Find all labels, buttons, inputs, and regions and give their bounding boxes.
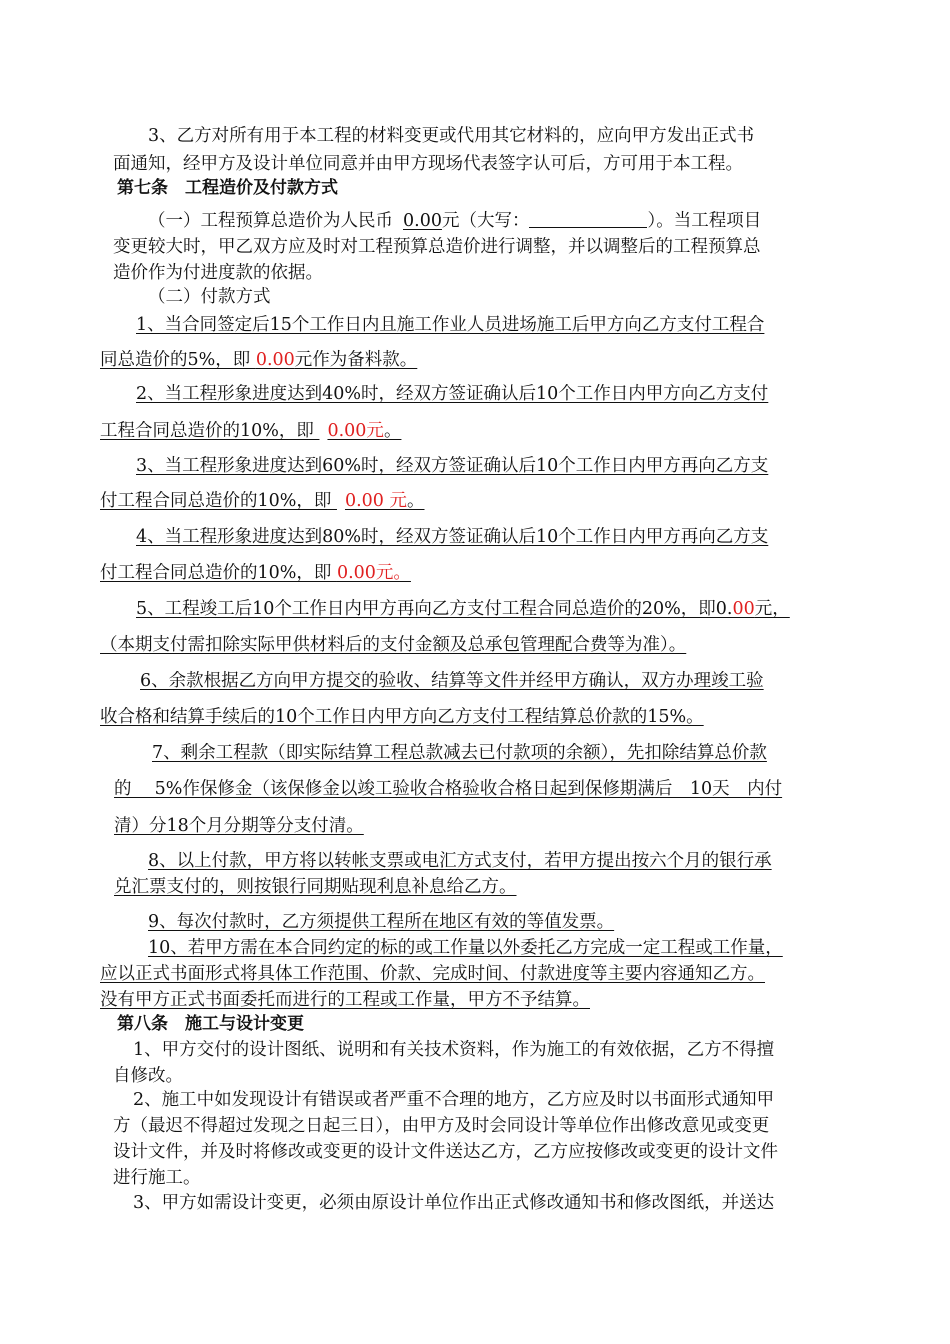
budget-prefix: （一）工程预算总造价为人民币 — [148, 211, 393, 231]
item-1-amount: 0.00 — [255, 350, 295, 370]
budget-line-2: 变更较大时，甲乙双方应及时对工程预算总造价进行调整，并以调整后的工程预算总 — [113, 237, 761, 257]
item-7-line-3: 清）分18个月分期等分支付清。 — [114, 816, 364, 836]
article-8-clause-2-line-1: 2、施工中如发现设计有错误或者严重不合理的地方，乙方应及时以书面形式通知甲 — [133, 1090, 775, 1110]
article-8-heading: 第八条 施工与设计变更 — [117, 1014, 304, 1034]
item-6-line-2: 收合格和结算手续后的10个工作日内甲方向乙方支付工程结算总价款的15%。 — [100, 707, 704, 727]
clause-3-line-2: 面通知，经甲方及设计单位同意并由甲方现场代表签字认可后，方可用于本工程。 — [113, 154, 743, 174]
item-8-line-1: 8、以上付款，甲方将以转帐支票或电汇方式支付，若甲方提出按六个月的银行承 — [148, 851, 772, 871]
item-3-amount: 0.00 元 — [344, 491, 407, 511]
item-4-line-1: 4、当工程形象进度达到80%时，经双方签证确认后10个工作日内甲方再向乙方支 — [136, 527, 769, 547]
item-7-line-2: 的 5%作保修金（该保修金以竣工验收合格验收合格日起到保修期满后 10天 内付 — [114, 779, 783, 799]
item-10-line-2: 应以正式书面形式将具体工作范围、价款、完成时间、付款进度等主要内容通知乙方。 — [100, 964, 765, 984]
item-1-suffix: 元作为备料款。 — [294, 350, 418, 370]
item-1-prefix: 同总造价的5%，即 — [100, 350, 256, 370]
item-6-line-1: 6、余款根据乙方向甲方提交的验收、结算等文件并经甲方确认，双方办理竣工验 — [140, 671, 764, 691]
item-5-prefix: 5、工程竣工后10个工作日内甲方再向乙方支付工程合同总造价的20%，即0. — [136, 599, 733, 619]
article-8-clause-1-line-1: 1、甲方交付的设计图纸、说明和有关技术资料，作为施工的有效依据，乙方不得擅 — [133, 1040, 775, 1060]
item-3-prefix: 付工程合同总造价的10%，即 — [100, 491, 337, 511]
item-4-prefix: 付工程合同总造价的10%，即 — [100, 563, 337, 583]
budget-amount: 0.00 — [403, 211, 442, 231]
item-5-line-1 — [136, 598, 790, 620]
item-1-line-2 — [100, 349, 417, 371]
article-7-heading: 第七条 工程造价及付款方式 — [117, 178, 338, 198]
item-3-line-1: 3、当工程形象进度达到60%时，经双方签证确认后10个工作日内甲方再向乙方支 — [136, 456, 769, 476]
item-5-line-2: （本期支付需扣除实际甲供材料后的支付金额及总承包管理配合费等为准）。 — [100, 635, 687, 655]
article-8-clause-2-line-3: 设计文件，并及时将修改或变更的设计文件送达乙方，乙方应按修改或变更的设计文件 — [113, 1142, 778, 1162]
item-4-line-2 — [100, 562, 411, 584]
item-1-line-1: 1、当合同签定后15个工作日内且施工作业人员进场施工后甲方向乙方支付工程合 — [136, 315, 765, 335]
item-2-line-1: 2、当工程形象进度达到40%时，经双方签证确认后10个工作日内甲方向乙方支付 — [136, 384, 769, 404]
item-5-suffix: 元， — [754, 599, 790, 619]
item-3-line-2 — [100, 490, 425, 512]
item-8-line-2: 兑汇票支付的，则按银行同期贴现利息补息给乙方。 — [114, 877, 517, 897]
article-8-clause-2-line-2: 方（最迟不得超过发现之日起三日），由甲方及时会同设计等单位作出修改意见或变更 — [113, 1116, 770, 1136]
item-4-amount: 0.00元。 — [336, 563, 411, 583]
item-5-amount: 00 — [732, 599, 755, 619]
payment-method-heading: （二）付款方式 — [148, 287, 271, 307]
budget-line-1 — [148, 210, 761, 232]
item-2-amount: 0.00元 — [327, 421, 384, 441]
budget-post: ）。当工程项目 — [647, 211, 762, 231]
item-2-prefix: 工程合同总造价的10%，即 — [100, 421, 320, 441]
item-10-line-3: 没有甲方正式书面委托而进行的工程或工作量，甲方不予结算。 — [100, 990, 590, 1010]
budget-uppercase-blank — [529, 210, 647, 228]
clause-3-line-1: 3、乙方对所有用于本工程的材料变更或代用其它材料的，应向甲方发出正式书 — [148, 126, 755, 146]
article-8-clause-3-line-1: 3、甲方如需设计变更，必须由原设计单位作出正式修改通知书和修改图纸，并送达 — [133, 1193, 775, 1213]
budget-mid: 元（大写： — [441, 211, 530, 231]
item-2-line-2 — [100, 420, 401, 442]
article-8-clause-2-line-4: 进行施工。 — [113, 1168, 201, 1188]
item-7-line-1: 7、剩余工程款（即实际结算工程总款减去已付款项的余额），先扣除结算总价款 — [152, 743, 767, 763]
item-3-suffix: 。 — [407, 491, 425, 511]
item-2-suffix: 。 — [383, 421, 402, 441]
item-10-line-1: 10、若甲方需在本合同约定的标的或工作量以外委托乙方完成一定工程或工作量， — [148, 938, 783, 958]
item-9-line-1: 9、每次付款时，乙方须提供工程所在地区有效的等值发票。 — [148, 912, 615, 932]
budget-line-3: 造价作为付进度款的依据。 — [113, 263, 323, 283]
article-8-clause-1-line-2: 自修改。 — [113, 1066, 183, 1086]
